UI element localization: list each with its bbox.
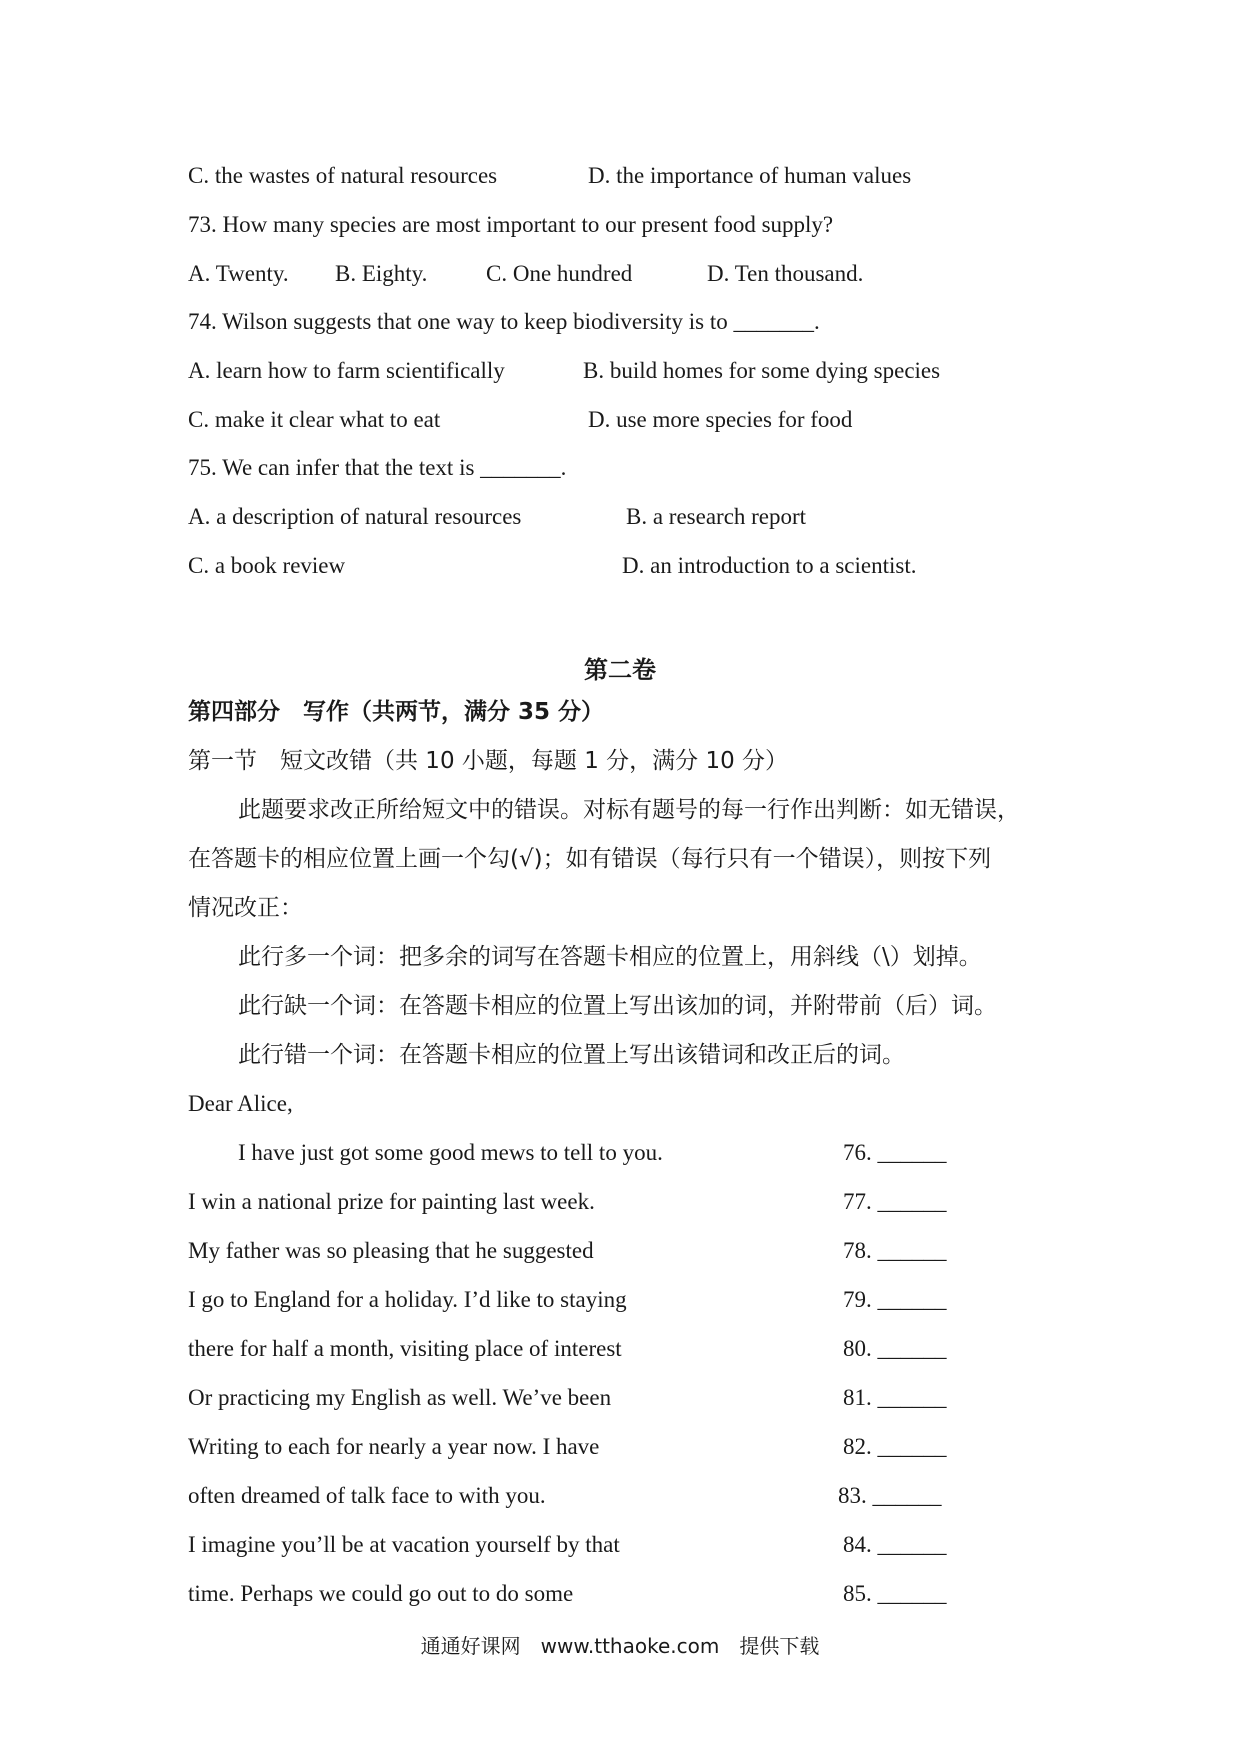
answer-blank: 77. ______: [843, 1189, 947, 1214]
letter-line: I win a national prize for painting last week.: [188, 1189, 595, 1214]
answer-blank: 83. ______: [838, 1483, 942, 1508]
q74-option-c: C. make it clear what to eat: [188, 407, 441, 432]
q74-option-b: B. build homes for some dying species: [583, 358, 941, 383]
instructions-line-3: 情况改正：: [188, 895, 303, 921]
q73-option-d: D. Ten thousand.: [707, 261, 864, 286]
section-title: 第一节 短文改错（共 10 小题，每题 1 分，满分 10 分）: [188, 748, 789, 774]
letter-line: I go to England for a holiday. I’d like to staying: [188, 1287, 627, 1312]
instructions-rule-extra-word: 此行多一个词：把多余的词写在答题卡相应的位置上，用斜线（\）划掉。: [238, 944, 982, 970]
instructions-line-1: 此题要求改正所给短文中的错误。对标有题号的每一行作出判断：如无错误，: [238, 797, 1020, 823]
letter-line: there for half a month, visiting place of interest: [188, 1336, 622, 1361]
instructions-line-2: 在答题卡的相应位置上画一个勾(√)；如有错误（每行只有一个错误），则按下列: [188, 846, 992, 872]
q75-option-c: C. a book review: [188, 553, 346, 578]
letter-line: Writing to each for nearly a year now. I have: [188, 1434, 600, 1459]
volume-title: 第二卷: [584, 656, 656, 684]
q75-option-a: A. a description of natural resources: [188, 504, 522, 529]
answer-blank: 82. ______: [843, 1434, 947, 1459]
q73-option-a: A. Twenty.: [188, 261, 289, 286]
answer-blank: 85. ______: [843, 1581, 947, 1606]
instructions-rule-missing-word: 此行缺一个词：在答题卡相应的位置上写出该加的词，并附带前（后）词。: [238, 993, 997, 1019]
q75-option-d: D. an introduction to a scientist.: [622, 553, 917, 578]
q74-option-a: A. learn how to farm scientifically: [188, 358, 505, 383]
letter-line: I imagine you’ll be at vacation yourself by that: [188, 1532, 620, 1557]
q74-stem: 74. Wilson suggests that one way to keep biodiversity is to _______.: [188, 309, 820, 334]
q72-option-d: D. the importance of human values: [588, 163, 912, 188]
q72-option-c: C. the wastes of natural resources: [188, 163, 498, 188]
answer-blank: 79. ______: [843, 1287, 947, 1312]
letter-line: My father was so pleasing that he suggested: [188, 1238, 594, 1263]
answer-blank: 84. ______: [843, 1532, 947, 1557]
answer-blank: 81. ______: [843, 1385, 947, 1410]
instructions-rule-wrong-word: 此行错一个词：在答题卡相应的位置上写出该错词和改正后的词。: [238, 1042, 905, 1068]
q73-option-c: C. One hundred: [486, 261, 633, 286]
page-footer: 通通好课网 www.tthaoke.com 提供下载: [420, 1634, 820, 1658]
answer-blank: 78. ______: [843, 1238, 947, 1263]
letter-line: often dreamed of talk face to with you.: [188, 1483, 546, 1508]
answer-blank: 80. ______: [843, 1336, 947, 1361]
q74-option-d: D. use more species for food: [588, 407, 853, 432]
q75-option-b: B. a research report: [626, 504, 807, 529]
q73-option-b: B. Eighty.: [335, 261, 428, 286]
letter-salutation: Dear Alice,: [188, 1091, 293, 1116]
letter-line: I have just got some good mews to tell to you.: [238, 1140, 663, 1165]
answer-blank: 76. ______: [843, 1140, 947, 1165]
letter-line: time. Perhaps we could go out to do some: [188, 1581, 574, 1606]
part-title: 第四部分 写作（共两节，满分 35 分）: [188, 699, 605, 725]
letter-line: Or practicing my English as well. We’ve been: [188, 1385, 612, 1410]
q73-stem: 73. How many species are most important to our present food supply?: [188, 212, 834, 237]
q75-stem: 75. We can infer that the text is _______.: [188, 455, 567, 480]
